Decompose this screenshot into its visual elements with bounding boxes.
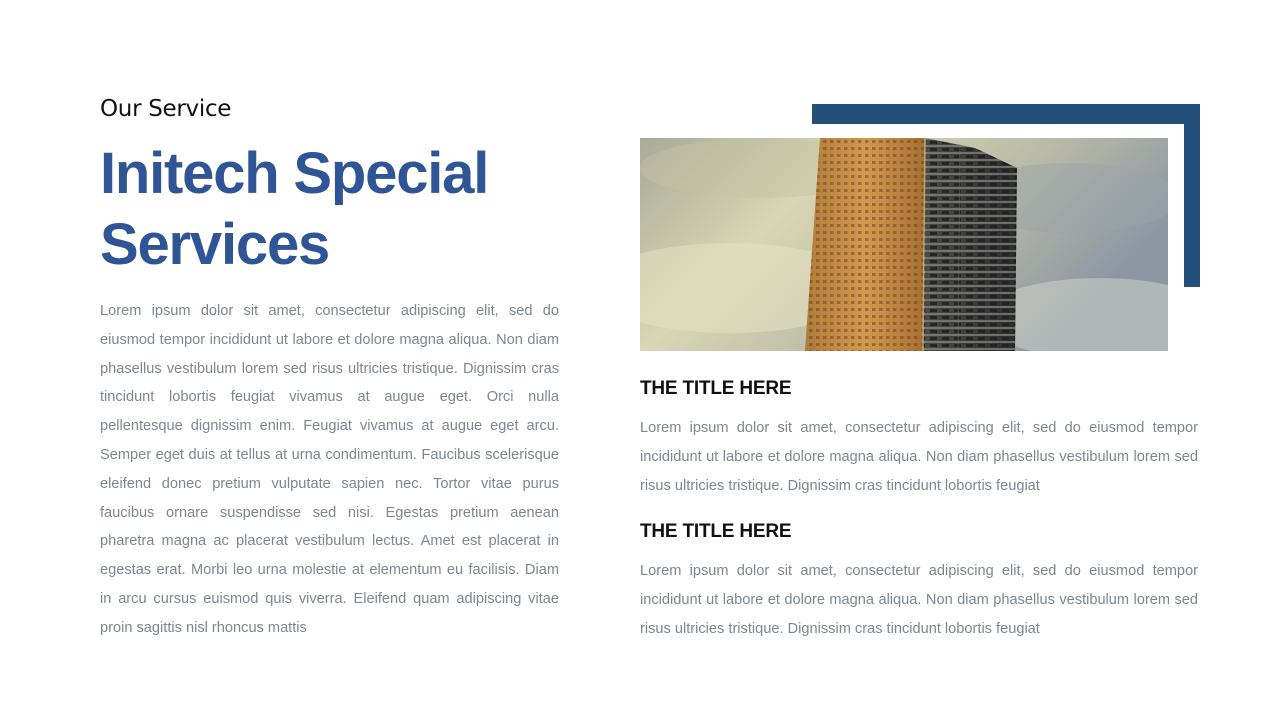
item-title-2: THE TITLE HERE bbox=[640, 521, 792, 542]
building-photo bbox=[640, 138, 1168, 351]
intro-paragraph: Lorem ipsum dolor sit amet, consectetur adipiscing elit, sed do eiusmod tempor incididunt ut labore et dolore magna aliqua. Non diam phasellus vestibulum lorem sed risus ultricies tristique. Dignissim cras tincidunt lobortis feugiat vivamus at augue eget. Orci nulla pellentesque dignissim enim. Feugiat vivamus at augue eget arcu. Semper eget duis at tellus at urna condimentum. Faucibus scelerisque eleifend donec pretium vulputate sapien nec. Tortor vitae purus faucibus ornare suspendisse sed nisi. Egestas pretium aenean pharetra magna ac placerat vestibulum lectus. Amet est placerat in egestas erat. Morbi leo urna molestie at elementum eu facilisis. Diam in arcu cursus euismod quis viverra. Eleifend quam adipiscing vitae proin sagittis nisl rhoncus mattis bbox=[100, 303, 559, 636]
item-text-2: Lorem ipsum dolor sit amet, consectetur adipiscing elit, sed do eiusmod tempor incididunt ut labore et dolore magna aliqua. Non diam phasellus vestibulum lorem sed risus ultricies tristique. Dignissim cras tincidunt lobortis feugiat bbox=[640, 563, 1198, 637]
page-title: Initech Special Services bbox=[100, 141, 489, 277]
section-eyebrow: Our Service bbox=[100, 96, 232, 122]
accent-frame-top bbox=[812, 104, 1200, 124]
item-text-1: Lorem ipsum dolor sit amet, consectetur adipiscing elit, sed do eiusmod tempor incididunt ut labore et dolore magna aliqua. Non diam phasellus vestibulum lorem sed risus ultricies tristique. Dignissim cras tincidunt lobortis feugiat bbox=[640, 420, 1198, 494]
item-title-1: THE TITLE HERE bbox=[640, 378, 792, 399]
accent-frame-right bbox=[1184, 104, 1200, 287]
